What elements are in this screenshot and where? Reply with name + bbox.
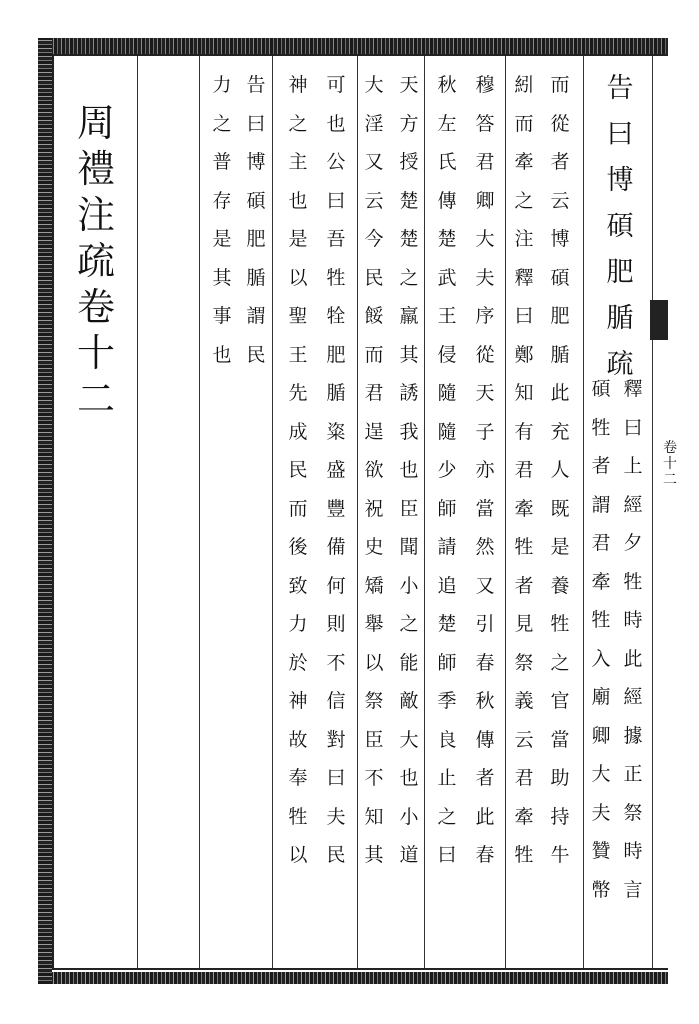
glyph: 師 <box>437 497 457 520</box>
glyph: 夫 <box>475 266 495 289</box>
glyph: 牷 <box>326 305 346 327</box>
glyph: 人 <box>550 459 570 481</box>
glyph: 王 <box>437 305 457 327</box>
glyph: 入 <box>591 647 611 670</box>
glyph: 當 <box>475 497 495 520</box>
glyph: 牽 <box>514 151 534 173</box>
glyph: 引 <box>475 613 495 635</box>
glyph: 師 <box>437 651 457 674</box>
glyph: 肥 <box>550 305 570 327</box>
glyph: 曰 <box>623 416 643 439</box>
glyph: 牲 <box>623 570 643 593</box>
glyph: 道 <box>399 844 419 866</box>
glyph: 而 <box>514 112 534 135</box>
glyph: 舉 <box>364 613 384 635</box>
glyph: 卿 <box>591 724 611 747</box>
text-column-4 <box>466 66 504 875</box>
glyph: 存 <box>212 189 232 212</box>
glyph: 羸 <box>399 305 419 327</box>
text-column-8 <box>318 66 354 875</box>
glyph: 我 <box>399 420 419 443</box>
glyph: 夕 <box>623 532 643 554</box>
glyph: 既 <box>550 497 570 520</box>
glyph: 告 <box>606 73 634 104</box>
text-column-3 <box>506 66 542 875</box>
glyph: 吾 <box>326 228 346 250</box>
glyph: 充 <box>550 420 570 443</box>
glyph: 逞 <box>364 420 384 443</box>
glyph: 左 <box>437 112 457 135</box>
glyph: 告 <box>246 74 266 96</box>
glyph: 天 <box>399 74 419 96</box>
glyph: 從 <box>550 112 570 135</box>
glyph: 王 <box>288 343 308 366</box>
text-column-10 <box>238 66 274 374</box>
glyph: 牲 <box>514 844 534 866</box>
text-column-1-note-a <box>616 370 650 909</box>
glyph: 是 <box>288 228 308 250</box>
glyph: 何 <box>326 574 346 597</box>
glyph: 氏 <box>437 151 457 173</box>
glyph: 聞 <box>399 536 419 558</box>
glyph: 義 <box>514 690 534 712</box>
glyph: 牲 <box>591 609 611 631</box>
glyph: 可 <box>326 74 346 96</box>
glyph: 神 <box>288 690 308 712</box>
glyph: 大 <box>364 74 384 96</box>
glyph: 大 <box>591 763 611 785</box>
glyph: 穆 <box>475 74 495 96</box>
glyph: 也 <box>399 767 419 789</box>
frame-top-border <box>38 38 668 54</box>
column-rule <box>583 56 584 968</box>
glyph: 不 <box>364 767 384 789</box>
glyph: 據 <box>623 724 643 747</box>
glyph: 方 <box>399 112 419 135</box>
glyph: 楚 <box>437 613 457 635</box>
glyph: 能 <box>399 651 419 674</box>
glyph: 然 <box>475 536 495 558</box>
glyph: 不 <box>326 651 346 674</box>
glyph: 季 <box>437 690 457 712</box>
glyph: 史 <box>364 536 384 558</box>
glyph: 牲 <box>288 805 308 828</box>
glyph: 疏 <box>606 349 634 380</box>
glyph: 曰 <box>326 767 346 789</box>
glyph: 曰 <box>437 844 457 866</box>
glyph: 武 <box>437 266 457 289</box>
glyph: 牲 <box>591 416 611 439</box>
glyph: 謂 <box>246 305 266 327</box>
glyph: 是 <box>550 536 570 558</box>
glyph: 粢 <box>326 420 346 443</box>
glyph: 主 <box>288 151 308 173</box>
column-rule <box>137 56 138 968</box>
glyph: 楚 <box>437 228 457 250</box>
glyph: 牽 <box>514 497 534 520</box>
glyph: 之 <box>399 613 419 635</box>
glyph: 也 <box>399 459 419 481</box>
glyph: 其 <box>212 266 232 289</box>
glyph: 牽 <box>514 805 534 828</box>
glyph: 紖 <box>514 74 534 96</box>
glyph: 請 <box>437 536 457 558</box>
glyph: 者 <box>550 151 570 173</box>
glyph: 時 <box>623 840 643 862</box>
glyph: 春 <box>475 844 495 866</box>
glyph: 普 <box>212 151 232 173</box>
glyph: 言 <box>623 878 643 901</box>
glyph: 誘 <box>399 382 419 404</box>
glyph: 豐 <box>326 497 346 520</box>
glyph: 祭 <box>623 801 643 824</box>
glyph: 亦 <box>475 459 495 481</box>
glyph: 正 <box>623 763 643 785</box>
glyph: 鄭 <box>514 343 534 366</box>
glyph: 君 <box>591 532 611 554</box>
glyph: 禮 <box>76 147 115 191</box>
glyph: 而 <box>288 497 308 520</box>
glyph: 以 <box>364 651 384 674</box>
glyph: 釋 <box>514 266 534 289</box>
margin-mark <box>650 300 668 340</box>
glyph: 疏 <box>76 239 115 283</box>
glyph: 其 <box>364 844 384 866</box>
glyph: 肥 <box>606 257 634 288</box>
glyph: 博 <box>246 151 266 173</box>
glyph: 而 <box>550 74 570 96</box>
glyph: 此 <box>623 647 643 670</box>
glyph: 授 <box>399 151 419 173</box>
glyph: 養 <box>550 574 570 597</box>
glyph: 牲 <box>326 266 346 289</box>
glyph: 君 <box>514 767 534 789</box>
glyph: 見 <box>514 613 534 635</box>
glyph: 經 <box>623 493 643 516</box>
glyph: 當 <box>550 728 570 751</box>
inner-bottom-rule <box>52 968 668 970</box>
glyph: 淫 <box>364 112 384 135</box>
glyph: 於 <box>288 651 308 674</box>
glyph: 牽 <box>591 570 611 593</box>
glyph: 廟 <box>591 686 611 708</box>
glyph: 之 <box>399 266 419 289</box>
glyph: 曰 <box>246 112 266 135</box>
glyph: 秋 <box>475 690 495 712</box>
glyph: 聖 <box>288 305 308 327</box>
glyph: 成 <box>288 420 308 443</box>
glyph: 是 <box>212 228 232 250</box>
glyph: 之 <box>212 112 232 135</box>
glyph: 子 <box>475 420 495 443</box>
glyph: 傳 <box>437 189 457 212</box>
glyph: 則 <box>326 613 346 635</box>
glyph: 答 <box>475 112 495 135</box>
glyph: 君 <box>364 382 384 404</box>
glyph: 曰 <box>514 305 534 327</box>
glyph: 知 <box>364 805 384 828</box>
text-column-9 <box>280 66 316 875</box>
glyph: 事 <box>212 305 232 327</box>
glyph: 博 <box>606 165 634 196</box>
glyph: 臣 <box>364 728 384 751</box>
glyph: 上 <box>623 455 643 477</box>
glyph: 碩 <box>591 378 611 400</box>
glyph: 贊 <box>591 840 611 862</box>
glyph: 碩 <box>550 266 570 289</box>
inner-left-rule <box>52 54 54 970</box>
glyph: 卿 <box>475 189 495 212</box>
glyph: 也 <box>288 189 308 212</box>
glyph: 祭 <box>514 651 534 674</box>
text-column-1 <box>590 66 650 388</box>
glyph: 序 <box>475 305 495 327</box>
glyph: 牛 <box>550 844 570 866</box>
glyph: 碩 <box>606 211 634 242</box>
glyph: 此 <box>550 382 570 404</box>
glyph: 民 <box>326 844 346 866</box>
glyph: 云 <box>514 728 534 751</box>
glyph: 此 <box>475 805 495 828</box>
glyph: 曰 <box>606 119 634 150</box>
glyph: 盛 <box>326 459 346 481</box>
glyph: 小 <box>399 574 419 597</box>
glyph: 小 <box>399 805 419 828</box>
glyph: 云 <box>364 189 384 212</box>
glyph: 卷 <box>663 440 677 456</box>
text-column-11 <box>204 66 240 374</box>
glyph: 隨 <box>437 420 457 443</box>
glyph: 對 <box>326 728 346 751</box>
glyph: 今 <box>364 228 384 250</box>
glyph: 夫 <box>326 805 346 828</box>
glyph: 以 <box>288 266 308 289</box>
glyph: 幣 <box>591 878 611 901</box>
glyph: 之 <box>514 189 534 212</box>
glyph: 十 <box>76 331 115 375</box>
glyph: 止 <box>437 767 457 789</box>
glyph: 敵 <box>399 690 419 712</box>
glyph: 信 <box>326 690 346 712</box>
glyph: 云 <box>550 189 570 212</box>
glyph: 十 <box>663 456 677 472</box>
glyph: 民 <box>246 343 266 366</box>
glyph: 腯 <box>606 303 634 334</box>
glyph: 民 <box>364 266 384 289</box>
glyph: 二 <box>76 377 115 421</box>
glyph: 又 <box>364 151 384 173</box>
glyph: 又 <box>475 574 495 597</box>
frame-left-border <box>38 38 52 984</box>
glyph: 也 <box>212 343 232 366</box>
glyph: 之 <box>288 112 308 135</box>
glyph: 持 <box>550 805 570 828</box>
glyph: 而 <box>364 343 384 366</box>
glyph: 之 <box>550 651 570 674</box>
column-rule <box>199 56 200 968</box>
inner-top-rule <box>52 54 668 56</box>
glyph: 腯 <box>246 266 266 289</box>
glyph: 博 <box>550 228 570 250</box>
glyph: 公 <box>326 151 346 173</box>
glyph: 力 <box>212 74 232 96</box>
glyph: 牲 <box>550 613 570 635</box>
glyph: 故 <box>288 728 308 751</box>
text-column-5 <box>428 66 466 875</box>
glyph: 春 <box>475 651 495 674</box>
glyph: 餒 <box>364 305 384 327</box>
glyph: 君 <box>475 151 495 173</box>
glyph: 楚 <box>399 189 419 212</box>
glyph: 力 <box>288 613 308 635</box>
text-column-7 <box>357 66 391 875</box>
glyph: 致 <box>288 574 308 597</box>
glyph: 官 <box>550 690 570 712</box>
text-column-2 <box>540 66 580 875</box>
glyph: 秋 <box>437 74 457 96</box>
glyph: 欲 <box>364 459 384 481</box>
glyph: 矯 <box>364 574 384 597</box>
glyph: 牲 <box>514 536 534 558</box>
frame-bottom-border <box>38 972 668 984</box>
glyph: 天 <box>475 382 495 404</box>
glyph: 肥 <box>326 343 346 366</box>
margin-fascicle-label <box>655 440 685 488</box>
column-rule <box>652 56 653 968</box>
glyph: 隨 <box>437 382 457 404</box>
glyph: 注 <box>514 228 534 250</box>
glyph: 卷 <box>76 285 115 329</box>
glyph: 以 <box>288 844 308 866</box>
glyph: 良 <box>437 728 457 751</box>
glyph: 大 <box>399 728 419 751</box>
glyph: 先 <box>288 382 308 404</box>
glyph: 者 <box>514 574 534 597</box>
glyph: 夫 <box>591 801 611 824</box>
glyph: 大 <box>475 228 495 250</box>
glyph: 民 <box>288 459 308 481</box>
text-column-1-note-b <box>586 370 616 909</box>
glyph: 侵 <box>437 343 457 366</box>
book-title <box>66 100 126 422</box>
glyph: 釋 <box>623 378 643 400</box>
glyph: 祝 <box>364 497 384 520</box>
glyph: 曰 <box>326 189 346 212</box>
glyph: 楚 <box>399 228 419 250</box>
glyph: 時 <box>623 609 643 631</box>
glyph: 腯 <box>550 343 570 366</box>
glyph: 奉 <box>288 767 308 789</box>
glyph: 少 <box>437 459 457 481</box>
glyph: 君 <box>514 459 534 481</box>
glyph: 肥 <box>246 228 266 250</box>
glyph: 祭 <box>364 690 384 712</box>
glyph: 也 <box>326 112 346 135</box>
glyph: 注 <box>76 193 115 237</box>
glyph: 助 <box>550 767 570 789</box>
text-column-6 <box>392 66 426 875</box>
glyph: 備 <box>326 536 346 558</box>
glyph: 傳 <box>475 728 495 751</box>
glyph: 周 <box>76 101 115 145</box>
glyph: 腯 <box>326 382 346 404</box>
glyph: 追 <box>437 574 457 597</box>
glyph: 知 <box>514 382 534 404</box>
glyph: 從 <box>475 343 495 366</box>
glyph: 二 <box>663 472 677 488</box>
glyph: 者 <box>475 767 495 789</box>
glyph: 謂 <box>591 493 611 516</box>
glyph: 其 <box>399 343 419 366</box>
glyph: 經 <box>623 686 643 708</box>
glyph: 者 <box>591 455 611 477</box>
glyph: 後 <box>288 536 308 558</box>
glyph: 神 <box>288 74 308 96</box>
glyph: 有 <box>514 420 534 443</box>
glyph: 碩 <box>246 189 266 212</box>
glyph: 臣 <box>399 497 419 520</box>
glyph: 之 <box>437 805 457 828</box>
